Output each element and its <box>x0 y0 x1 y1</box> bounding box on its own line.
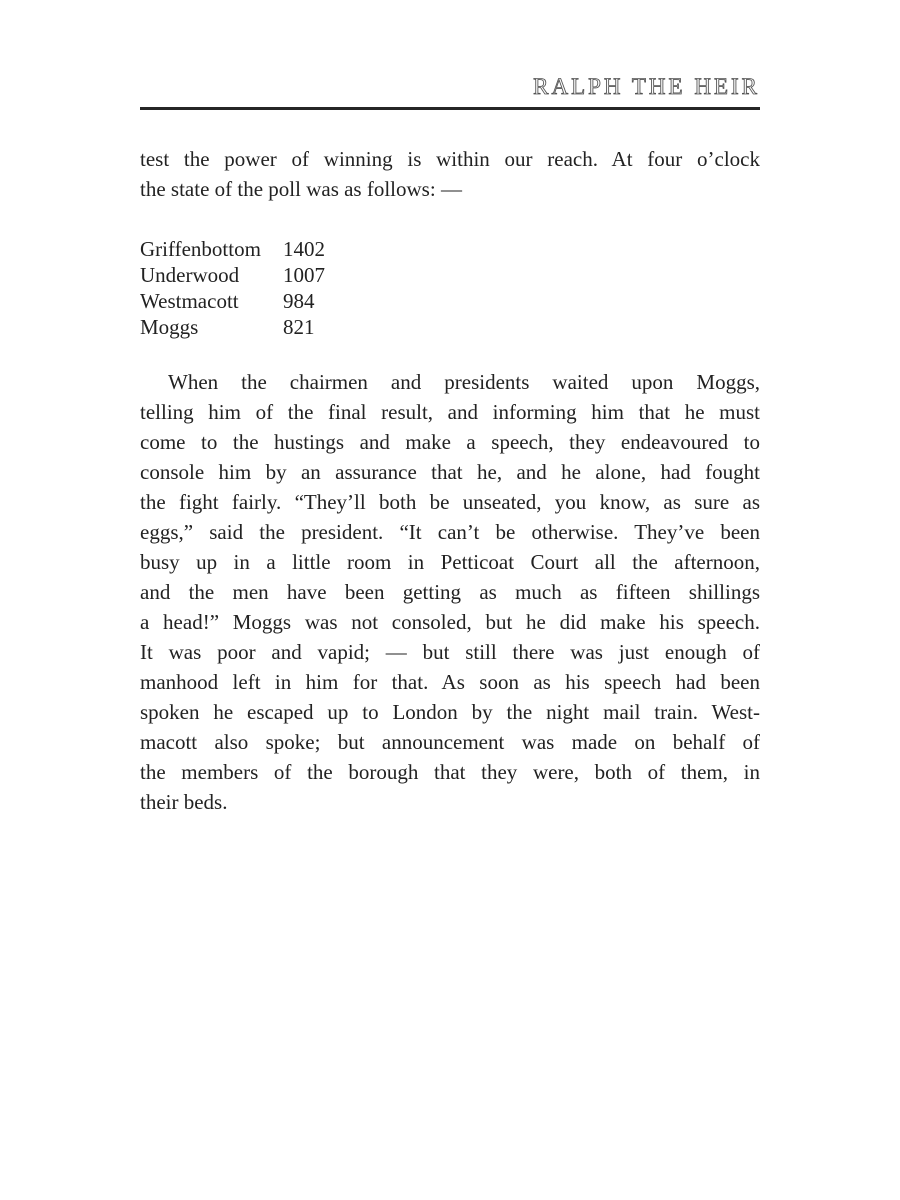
candidate-name: Griffenbottom <box>140 237 261 261</box>
paragraph-line: the fight fairly. “They’ll both be unseated, you know, as sure as <box>140 490 760 514</box>
paragraph-line: It was poor and vapid; — but still there was just enough of <box>140 640 760 664</box>
page-title: RALPH THE HEIR <box>533 74 760 99</box>
running-header <box>140 72 760 110</box>
intro-paragraph <box>140 144 760 204</box>
paragraph-line: the state of the poll was as follows: — <box>140 177 462 201</box>
paragraph-line: When the chairmen and presidents waited upon Moggs, <box>168 370 760 394</box>
header-rule <box>140 107 760 110</box>
body-paragraph <box>140 367 760 817</box>
paragraph-line: manhood left in him for that. As soon as his speech had been <box>140 670 760 694</box>
poll-row <box>140 236 760 262</box>
paragraph-line: test the power of winning is within our reach. At four o’clock <box>140 147 760 171</box>
page-content <box>140 0 760 817</box>
paragraph-line: eggs,” said the president. “It can’t be otherwise. They’ve been <box>140 520 760 544</box>
paragraph-line: spoken he escaped up to London by the night mail train. West- <box>140 700 760 724</box>
paragraph-line: and the men have been getting as much as fifteen shillings <box>140 580 760 604</box>
paragraph-line: console him by an assurance that he, and he alone, had fought <box>140 460 760 484</box>
paragraph-line: the members of the borough that they were, both of them, in <box>140 760 760 784</box>
paragraph-line: macott also spoke; but announcement was made on behalf of <box>140 730 760 754</box>
vote-count: 821 <box>283 315 315 339</box>
vote-count: 1402 <box>283 237 325 261</box>
poll-results-list <box>140 236 760 340</box>
poll-row <box>140 314 760 340</box>
paragraph-line: a head!” Moggs was not consoled, but he did make his speech. <box>140 610 760 634</box>
vote-count: 1007 <box>283 263 325 287</box>
paragraph-line: come to the hustings and make a speech, they endeavoured to <box>140 430 760 454</box>
paragraph-line: telling him of the final result, and informing him that he must <box>140 400 760 424</box>
vote-count: 984 <box>283 289 315 313</box>
candidate-name: Underwood <box>140 263 240 287</box>
poll-row <box>140 288 760 314</box>
paragraph-line: their beds. <box>140 790 228 814</box>
poll-row <box>140 262 760 288</box>
paragraph-line: busy up in a little room in Petticoat Court all the afternoon, <box>140 550 760 574</box>
candidate-name: Westmacott <box>140 289 239 313</box>
candidate-name: Moggs <box>140 315 199 339</box>
